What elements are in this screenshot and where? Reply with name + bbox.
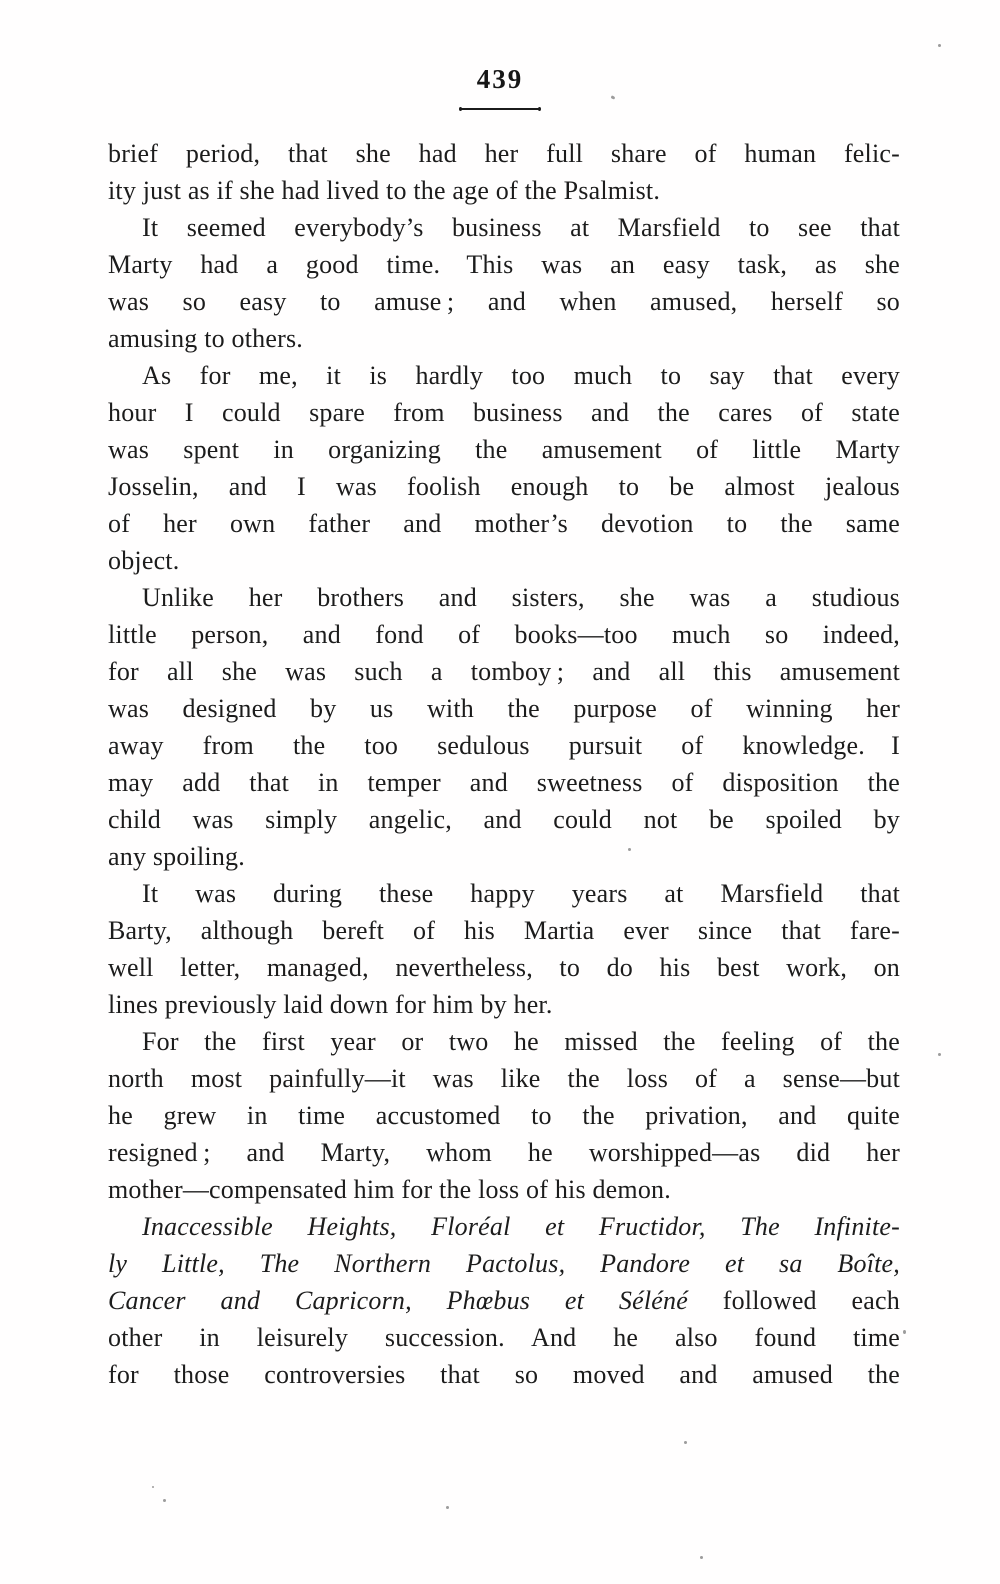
text-line: [108, 1023, 900, 1060]
text-line: [108, 838, 900, 875]
text-line: [108, 357, 900, 394]
body-text: Josselin, and I was foolish enough to be almost jealous: [108, 472, 900, 501]
scan-speck: [163, 1499, 166, 1502]
text-line: [108, 912, 900, 949]
scan-speck: [628, 848, 631, 851]
body-text: hour I could spare from business and the cares of state: [108, 398, 900, 427]
italic-title-text: Inaccessible Heights, Floréal et Fructidor, The Infinite-: [142, 1212, 900, 1241]
text-line: [108, 875, 900, 912]
text-line: [108, 1060, 900, 1097]
text-line: [108, 1319, 900, 1356]
text-line: [108, 1208, 900, 1245]
paragraph: [108, 135, 900, 209]
body-text: away from the too sedulous pursuit of knowledge. I: [108, 731, 900, 760]
scan-speck: [152, 1486, 154, 1488]
body-text: any spoiling.: [108, 842, 245, 871]
scan-speck: [700, 1556, 703, 1559]
scan-speck: [903, 1330, 906, 1334]
text-line: [108, 653, 900, 690]
text-line: [108, 505, 900, 542]
body-text: Unlike her brothers and sisters, she was a studious: [142, 583, 900, 612]
text-line: [108, 209, 900, 246]
text-line: [108, 468, 900, 505]
body-text: brief period, that she had her full share of human felic-: [108, 139, 900, 168]
body-text: child was simply angelic, and could not be spoiled by: [108, 805, 900, 834]
paragraph: [108, 875, 900, 1023]
text-line: [108, 764, 900, 801]
body-text: ity just as if she had lived to the age of the Psalmist.: [108, 176, 661, 205]
text-line: [108, 1282, 900, 1319]
body-text: amusing to others.: [108, 324, 303, 353]
body-text: for all she was such a tomboy ; and all this amusement: [108, 657, 900, 686]
text-line: [108, 1356, 900, 1393]
body-text: lines previously laid down for him by her.: [108, 990, 553, 1019]
body-text: For the first year or two he missed the feeling of the: [142, 1027, 900, 1056]
body-text: object.: [108, 546, 180, 575]
text-line: [108, 727, 900, 764]
body-text: followed each: [722, 1286, 900, 1315]
page-number: 439: [476, 64, 524, 94]
body-text: It seemed everybody’s business at Marsfield to see that: [142, 213, 900, 242]
paragraph: [108, 1023, 900, 1208]
text-line: [108, 135, 900, 172]
body-text: It was during these happy years at Marsfield that: [142, 879, 900, 908]
text-line: [108, 283, 900, 320]
body-text: may add that in temper and sweetness of disposition the: [108, 768, 900, 797]
text-line: [108, 172, 900, 209]
text-line: [108, 320, 900, 357]
paragraph: [108, 209, 900, 357]
body-text: little person, and fond of books—too much so indeed,: [108, 620, 900, 649]
text-line: [108, 1171, 900, 1208]
text-line: [108, 690, 900, 727]
body-text: well letter, managed, nevertheless, to do his best work, on: [108, 953, 900, 982]
body-text: for those controversies that so moved and amused the: [108, 1360, 900, 1389]
text-line: [108, 1134, 900, 1171]
text-line: [108, 1097, 900, 1134]
body-text: north most painfully—it was like the loss of a sense—but: [108, 1064, 900, 1093]
body-text: was designed by us with the purpose of winning her: [108, 694, 900, 723]
paragraph: [108, 579, 900, 875]
text-line: [108, 616, 900, 653]
body-text: other in leisurely succession. And he also found time: [108, 1323, 900, 1352]
text-line: [108, 579, 900, 616]
italic-title-text: Cancer and Capricorn, Phœbus et Séléné: [108, 1286, 723, 1315]
body-text: was spent in organizing the amusement of little Marty: [108, 435, 900, 464]
scan-speck: [684, 1441, 687, 1444]
text-line: [108, 986, 900, 1023]
scan-speck: [938, 44, 941, 47]
body-text: Marty had a good time. This was an easy task, as she: [108, 250, 900, 279]
body-text: Barty, although bereft of his Martia ever since that fare-: [108, 916, 900, 945]
text-line: [108, 1245, 900, 1282]
scan-speck: [446, 1506, 449, 1509]
paragraph: [108, 1208, 900, 1393]
italic-title-text: ly Little, The Northern Pactolus, Pandore et sa Boîte,: [108, 1249, 900, 1278]
text-line: [108, 394, 900, 431]
body-text: he grew in time accustomed to the privation, and quite: [108, 1101, 900, 1130]
scan-speck: [611, 95, 616, 99]
header-rule: [461, 108, 539, 110]
body-text: mother—compensated him for the loss of his demon.: [108, 1175, 671, 1204]
page-text: [108, 135, 900, 1393]
scan-speck: [938, 1053, 941, 1056]
text-line: [108, 431, 900, 468]
body-text: resigned ; and Marty, whom he worshipped—as did her: [108, 1138, 900, 1167]
paragraph: [108, 357, 900, 579]
text-line: [108, 949, 900, 986]
body-text: As for me, it is hardly too much to say that every: [142, 361, 900, 390]
body-text: of her own father and mother’s devotion to the same: [108, 509, 900, 538]
text-line: [108, 542, 900, 579]
text-line: [108, 246, 900, 283]
text-line: [108, 801, 900, 838]
body-text: was so easy to amuse ; and when amused, herself so: [108, 287, 900, 316]
